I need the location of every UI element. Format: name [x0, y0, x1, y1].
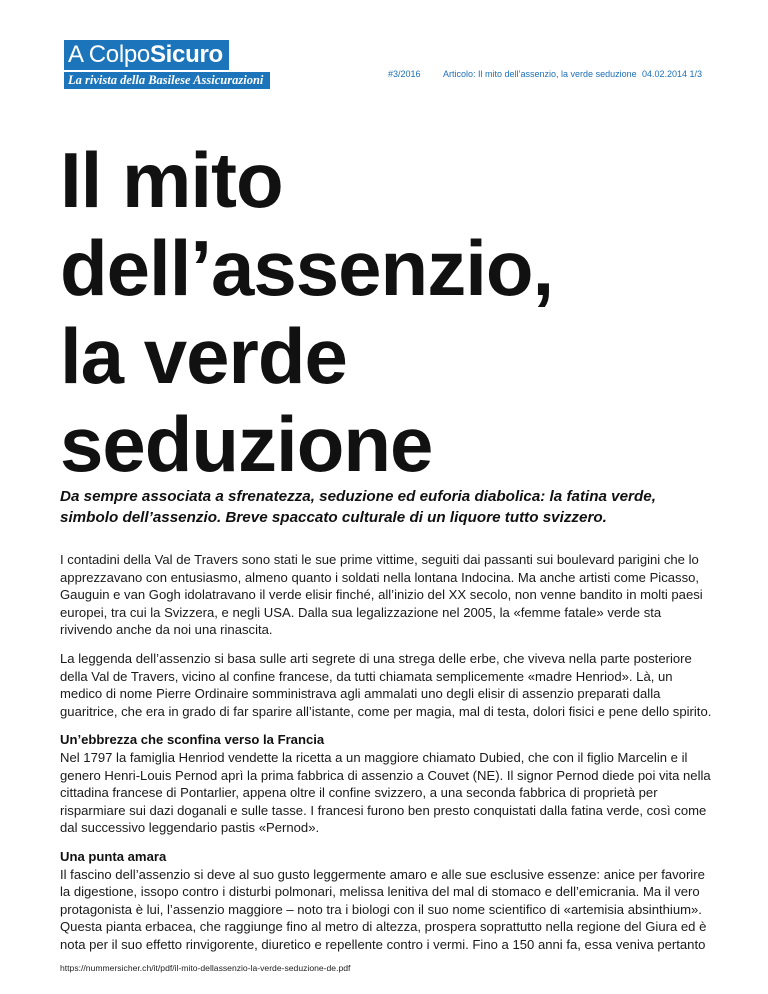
article-body [60, 551, 716, 964]
article-label: Articolo: Il mito dell’assenzio, la verde seduzione [443, 69, 637, 79]
date-page-indicator: 04.02.2014 1/3 [642, 69, 703, 79]
title-line: dell’assenzio, [60, 224, 554, 312]
logo-name-bold: Sicuro [149, 41, 223, 68]
brand-logo [64, 40, 270, 89]
body-paragraph: Nel 1797 la famiglia Henriod vendette la ricetta a un maggiore chiamato Dubied, che con il figlio Marcelin e il genero Henri-Louis Pernod aprì la prima fabbrica di assenzio a Couvet (NE). Il signor Pernod diede poi vita nella cittadina francese di Pontarlier, appena oltre il confine svizzero, a una seconda fabbrica di proprietà per risparmiare sui dazi doganali e sulle tasse. I francesi furono ben presto conquistati dalla fatina verde, così come dal successivo leggendario pastis «Pernod». [60, 749, 711, 836]
title-line: Il mito [60, 136, 283, 224]
logo-name-light: A Colpo [68, 41, 150, 68]
logo-wordmark [64, 40, 229, 70]
lead-paragraph: Da sempre associata a sfrenatezza, seduzione ed euforia diabolica: la fatina verde, simbolo dell’assenzio. Breve spaccato culturale di un liquore tutto svizzero. [60, 488, 656, 526]
issue-number: #3/2016 [388, 69, 421, 79]
body-paragraph: Il fascino dell’assenzio si deve al suo gusto leggermente amaro e alle sue esclusive essenze: anice per favorire la digestione, issopo contro i disturbi polmonari, melissa lenitiva del mal di stomaco e dell’emicrania. Ma il vero protagonista è lui, l’assenzio maggiore – noto tra i biologi con il suo nome scientifico di «artemisia absinthium». Questa pianta erbacea, che raggiunge fino al metro di altezza, prospera soprattutto nella regione del Giura ed è nota per il suo effetto rinvigorente, diuretico e repellente contro i vermi. Fino a 150 anni fa, essa veniva pertanto [60, 866, 707, 952]
page-title [60, 136, 740, 488]
body-paragraph: I contadini della Val de Travers sono stati le sue prime vittime, seguiti dai passanti sui boulevard parigini che lo apprezzavano con entusiasmo, almeno quanto i soldati nella lontana Indocina. Ma anche artisti come Picasso, Gauguin e van Gogh idolatravano il verde elisir finché, all’inizio del XX secolo, non venne bandito in molti paesi europei, tra cui la Svizzera, e negli USA. Dalla sua legalizzazione nel 2005, la «femme fatale» verde sta rivivendo anche da noi una rinascita. [60, 552, 703, 638]
title-line: seduzione [60, 400, 433, 488]
logo-tagline: La rivista della Basilese Assicurazioni [64, 72, 270, 89]
title-line: la verde [60, 312, 347, 400]
footer-url: https://nummersicher.ch/it/pdf/il-mito-dellassenzio-la-verde-seduzione-de.pdf [60, 963, 351, 973]
body-paragraph: La leggenda dell’assenzio si basa sulle arti segrete di una strega delle erbe, che viveva nella parte posteriore della Val de Travers, vicino al confine francese, da tutti chiamata semplicemente «madre Henriod». Là, un medico di nome Pierre Ordinaire somministrava agli ammalati uno degli elisir di assenzio preparati dalla guaritrice, che era in grado di far sparire all’istante, come per magia, mal di testa, dolori fisici e pene dello spirito. [60, 650, 712, 719]
section-heading: Un’ebbrezza che sconfina verso la Francia [60, 732, 325, 748]
section-heading: Una punta amara [60, 848, 167, 864]
